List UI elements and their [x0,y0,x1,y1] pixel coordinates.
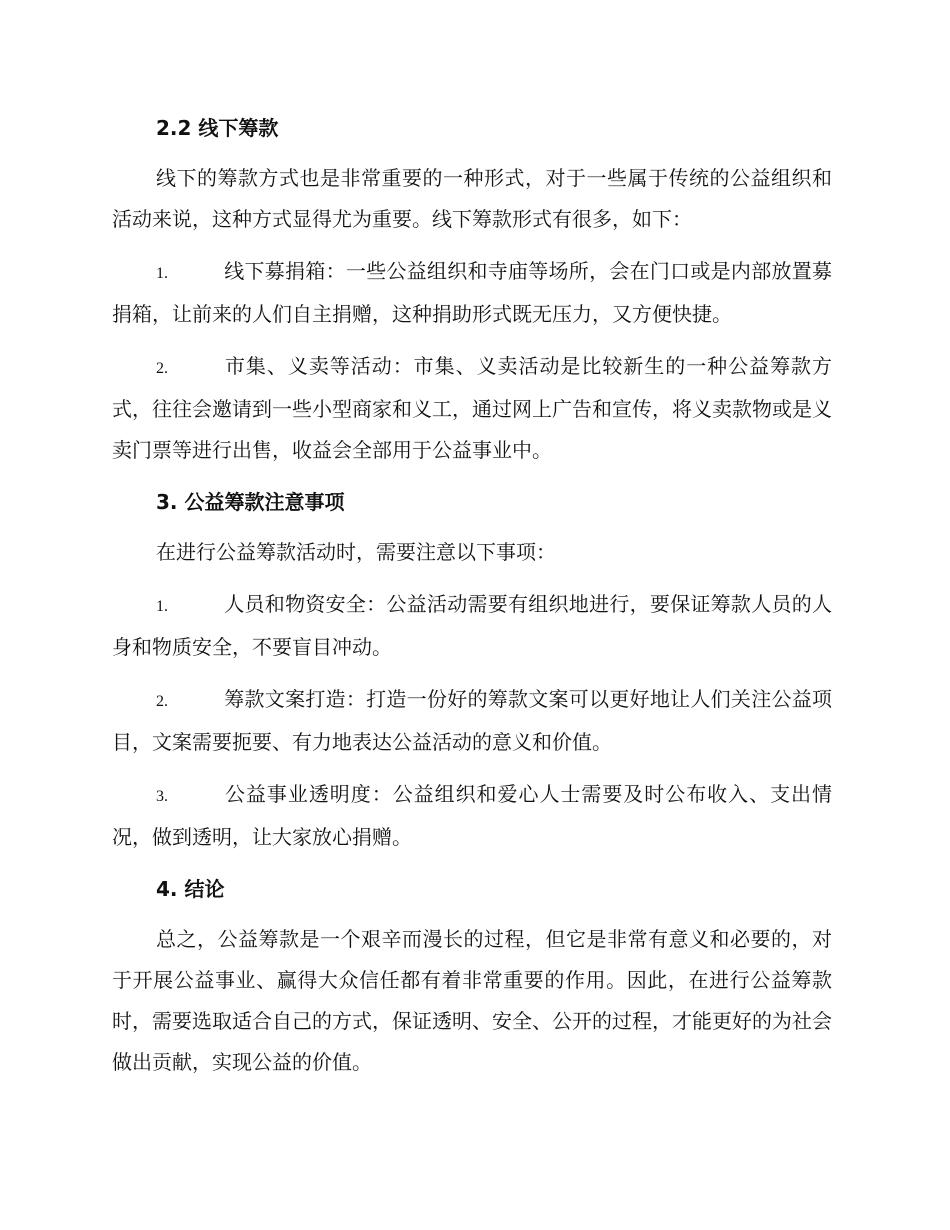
section-heading-2-2: 2.2 线下筹款 [156,116,279,140]
list-item [112,584,832,668]
section-3-intro: 在进行公益筹款活动时，需要注意以下事项： [156,540,556,564]
list-item-number: 2. [156,693,168,710]
list-item-number: 3. [156,788,168,805]
document-page [112,108,832,1083]
list-item [112,679,832,763]
list-item [112,346,832,471]
conclusion-paragraph: 总之，公益筹款是一个艰辛而漫长的过程，但它是非常有意义和必要的，对于开展公益事业、赢得大众信任都有着非常重要的作用。因此，在进行公益筹款时，需要选取适合自己的方式，保证透明、安全、公开的过程，才能更好的为社会做出贡献，实现公益的价值。 [112,927,832,1074]
list-item-text: 市集、义卖等活动：市集、义卖活动是比较新生的一种公益筹款方式，往往会邀请到一些小型商家和义工，通过网上广告和宣传，将义卖款物或是义卖门票等进行出售，收益会全部用于公益事业中。 [112,354,832,462]
list-item-number: 1. [156,265,168,282]
list-item [112,774,832,858]
section-2-2-intro: 线下的筹款方式也是非常重要的一种形式，对于一些属于传统的公益组织和活动来说，这种方式显得尤为重要。线下筹款形式有很多，如下： [112,166,832,231]
section-heading-4: 4. 结论 [156,877,225,901]
list-item-text: 公益事业透明度：公益组织和爱心人士需要及时公布收入、支出情况，做到透明，让大家放心捐赠。 [112,782,832,849]
list-item-number: 2. [156,360,168,377]
list-item-text: 筹款文案打造：打造一份好的筹款文案可以更好地让人们关注公益项目，文案需要扼要、有力地表达公益活动的意义和价值。 [112,687,832,754]
section-heading-3: 3. 公益筹款注意事项 [156,490,345,514]
list-item-text: 线下募捐箱：一些公益组织和寺庙等场所，会在门口或是内部放置募捐箱，让前来的人们自主捐赠，这种捐助形式既无压力，又方便快捷。 [112,259,832,326]
list-item [112,251,832,335]
list-item-text: 人员和物资安全：公益活动需要有组织地进行，要保证筹款人员的人身和物质安全，不要盲目冲动。 [112,592,832,659]
list-item-number: 1. [156,598,168,615]
